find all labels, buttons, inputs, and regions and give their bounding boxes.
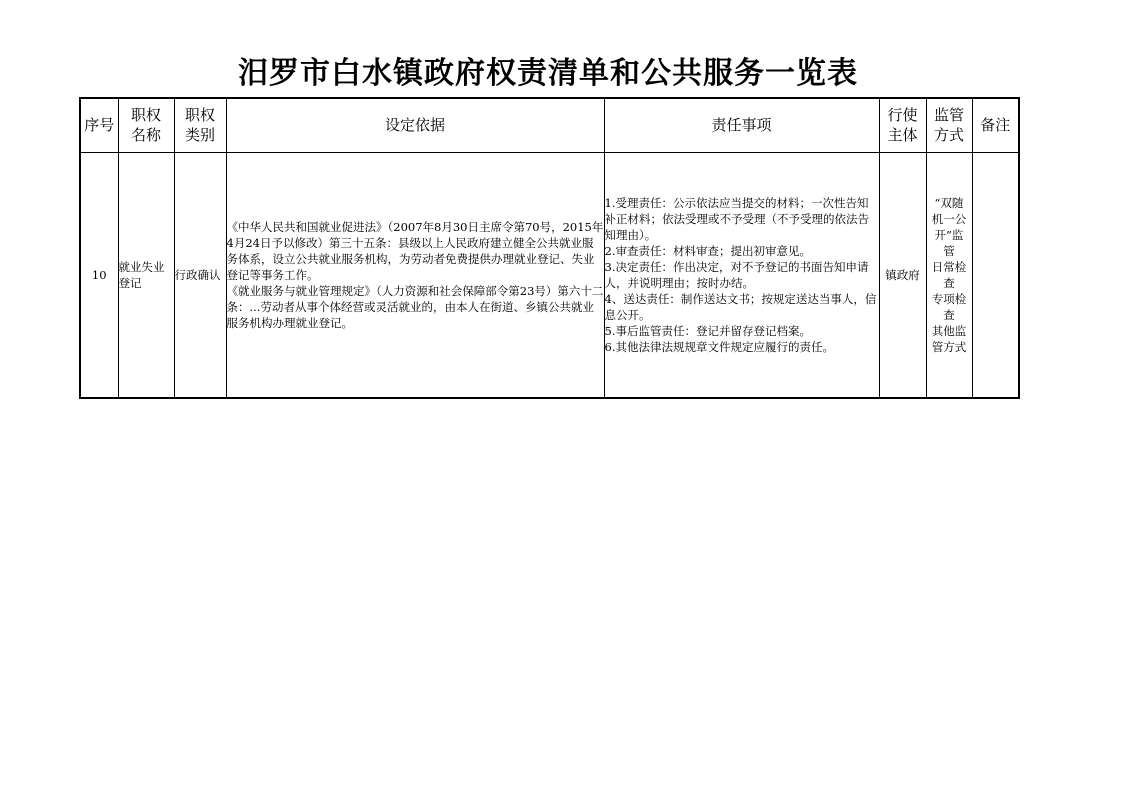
header-name: 职权 名称 [118, 98, 174, 152]
row-name: 就业失业登记 [118, 152, 174, 398]
header-remark: 备注 [972, 98, 1019, 152]
responsibility-item: 1.受理责任：公示依法应当提交的材料；一次性告知补正材料；依法受理或不予受理（不予受理的依法告知理由）。 [604, 195, 869, 242]
row-responsibility [604, 152, 879, 398]
responsibility-item: 3.决定责任：作出决定，对不予登记的书面告知申请人，并说明理由；按时办结。 [604, 259, 869, 290]
header-subject: 行使 主体 [879, 98, 926, 152]
row-supervision: “双随 机一公 开”监 管 日常检 查 专项检 查 其他监 管方式 [926, 152, 972, 398]
responsibility-item: 4、送达责任：制作送达文书；按规定送达当事人，信息公开。 [604, 291, 877, 322]
header-supervision: 监管 方式 [926, 98, 972, 152]
table-row [80, 152, 1019, 398]
basis-paragraph: 《中华人民共和国就业促进法》（2007年8月30日主席令第70号，2015年4月24日予以修改）第三十五条：县级以上人民政府建立健全公共就业服务体系，设立公共就业服务机构，为劳动者免费提供办理就业登记、失业登记等事务工作。 [226, 219, 604, 282]
header-responsibility: 责任事项 [604, 98, 879, 152]
row-subject: 镇政府 [879, 152, 926, 398]
responsibility-table [79, 97, 1020, 399]
header-index: 序号 [80, 98, 118, 152]
row-index: 10 [80, 152, 118, 398]
responsibility-item: 6.其他法律法规规章文件规定应履行的责任。 [604, 339, 834, 354]
basis-paragraph: 《就业服务与就业管理规定》（人力资源和社会保障部令第23号）第六十二条：...劳动者从事个体经营或灵活就业的，由本人在街道、乡镇公共就业服务机构办理就业登记。 [226, 283, 604, 330]
responsibility-item: 5.事后监管责任：登记并留存登记档案。 [604, 323, 811, 338]
row-basis [226, 152, 604, 398]
page-title: 汨罗市白水镇政府权责清单和公共服务一览表 [238, 56, 858, 91]
responsibility-item: 2.审查责任：材料审查；提出初审意见。 [604, 243, 811, 258]
table-header-row [80, 98, 1019, 152]
header-basis: 设定依据 [226, 98, 604, 152]
row-remark [972, 152, 1019, 398]
header-category: 职权 类别 [174, 98, 226, 152]
row-category: 行政确认 [174, 152, 226, 398]
